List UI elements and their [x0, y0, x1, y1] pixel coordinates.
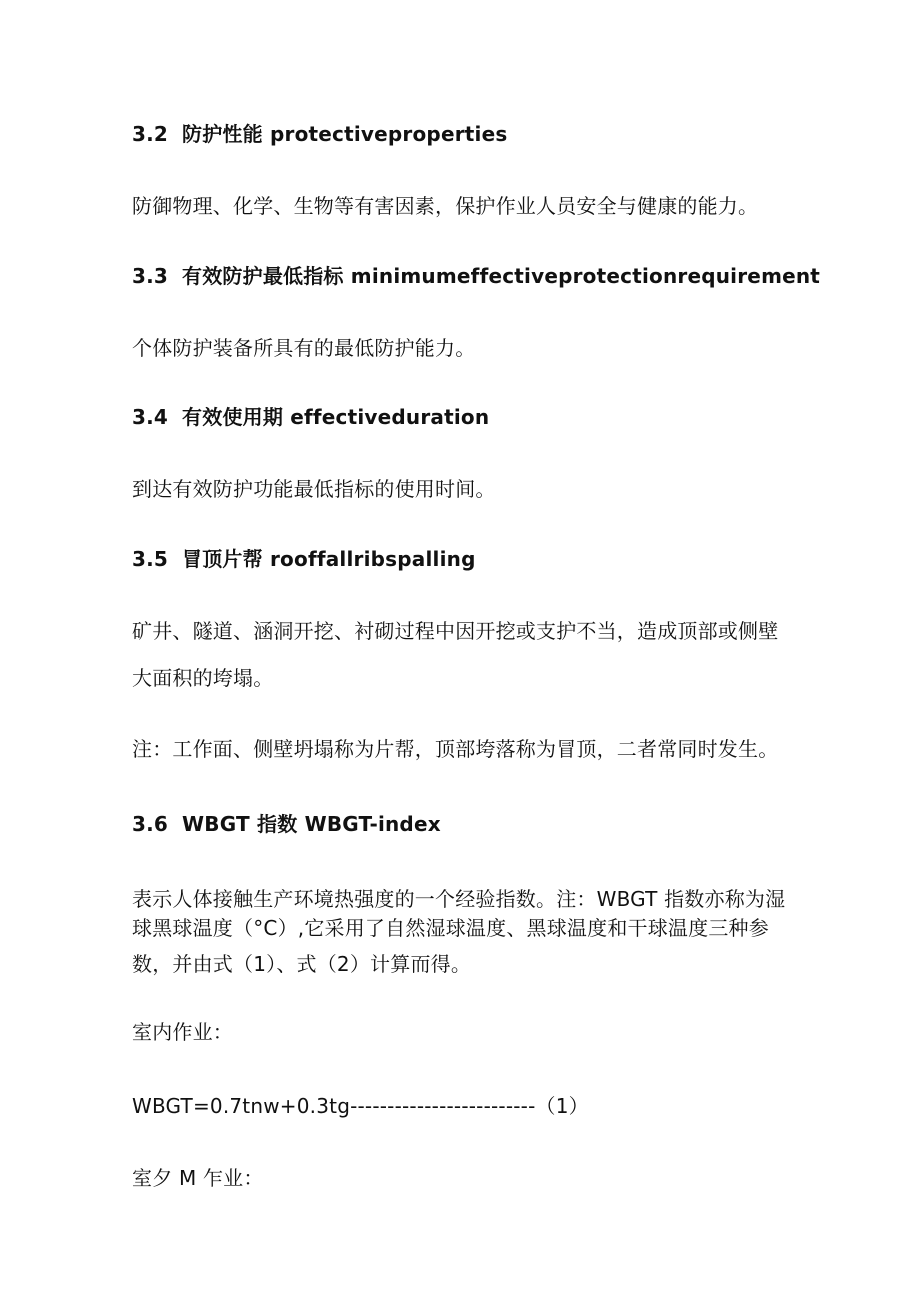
paragraph-line: 球黑球温度（°C）,它采用了自然湿球温度、黑球温度和干球温度三种参: [132, 916, 769, 940]
section-heading-3-2: [132, 121, 507, 147]
section-heading-3-3: [132, 263, 820, 289]
section-title: 防护性能 protectiveproperties: [182, 122, 508, 146]
section-title: 有效使用期 effectiveduration: [182, 405, 490, 429]
section-heading-3-5: [132, 546, 476, 572]
paragraph-line: 防御物理、化学、生物等有害因素，保护作业人员安全与健康的能力。: [132, 194, 759, 218]
section-title: 有效防护最低指标 minimumeffectiveprotectionrequirement: [182, 264, 821, 288]
section-title: 冒顶片帮 rooffallribspalling: [182, 547, 476, 571]
section-number: 3.6: [132, 812, 169, 836]
section-number: 3.2: [132, 122, 169, 146]
paragraph-line: 室夕 M 乍业：: [132, 1166, 264, 1190]
paragraph-line: 矿井、隧道、涵洞开挖、衬砌过程中因开挖或支护不当，造成顶部或侧壁: [132, 619, 779, 643]
paragraph-line: 大面积的垮塌。: [132, 666, 274, 690]
formula-line: WBGT=0.7tnw+0.3tg-------------------------（1）: [132, 1094, 589, 1118]
paragraph-line: 个体防护装备所具有的最低防护能力。: [132, 336, 476, 360]
paragraph-line: 表示人体接触生产环境热强度的一个经验指数。注：WBGT 指数亦称为湿: [132, 887, 786, 911]
section-number: 3.4: [132, 405, 169, 429]
paragraph-line: 数，并由式（1）、式（2）计算而得。: [132, 952, 472, 976]
section-number: 3.3: [132, 264, 169, 288]
section-heading-3-6: [132, 811, 441, 837]
section-title: WBGT 指数 WBGT-index: [182, 812, 441, 836]
note-line: 注：工作面、侧壁坍塌称为片帮，顶部垮落称为冒顶，二者常同时发生。: [132, 737, 779, 761]
paragraph-line: 到达有效防护功能最低指标的使用时间。: [132, 477, 496, 501]
paragraph-line: 室内作业：: [132, 1020, 233, 1044]
section-number: 3.5: [132, 547, 169, 571]
section-heading-3-4: [132, 404, 489, 430]
